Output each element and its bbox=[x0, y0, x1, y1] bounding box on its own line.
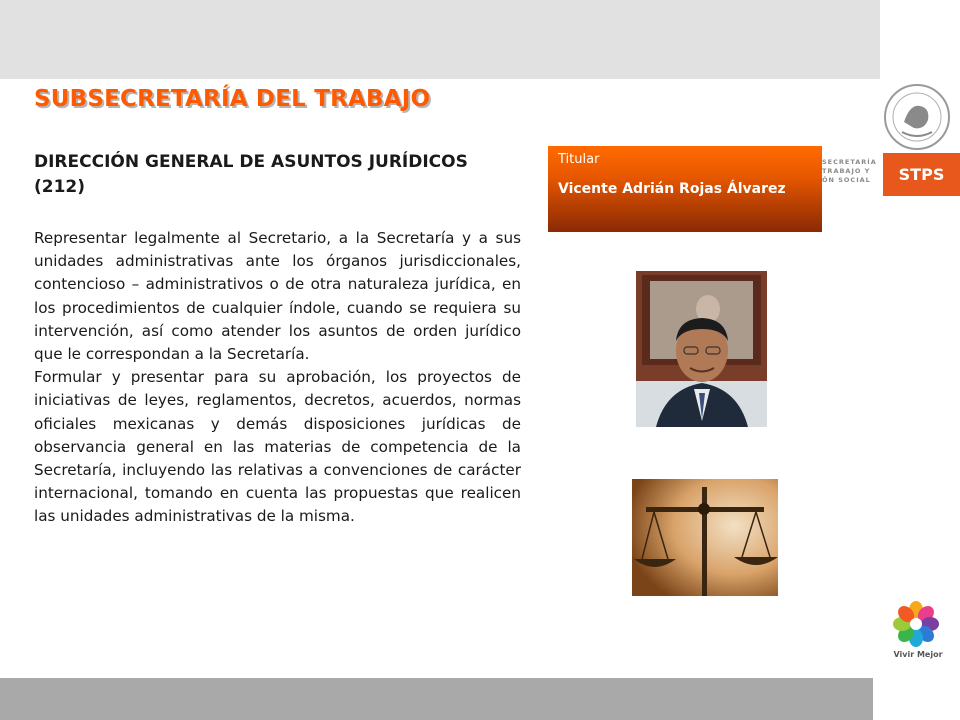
titular-photo bbox=[636, 271, 767, 427]
footer-band bbox=[0, 678, 873, 720]
vivir-mejor-label: Vivir Mejor bbox=[893, 650, 943, 659]
vivir-mejor-flower-icon bbox=[892, 600, 940, 648]
paragraph: Representar legalmente al Secretario, a la Secretaría y a sus unidades administrativas ante los órganos jurisdiccionales, contencioso – administrativos o de otra naturaleza jurídica, en los procedimientos de cualquier índole, cuando se requiera su intervención, así como atender los asuntos de orden jurídico que le correspondan a la Secretaría. bbox=[34, 229, 521, 364]
stps-logo: STPS bbox=[883, 153, 960, 196]
scales-of-justice-image bbox=[632, 479, 778, 596]
paragraph: Formular y presentar para su aprobación, los proyectos de iniciativas de leyes, reglamentos, decretos, acuerdos, normas oficiales mexicanas y demás disposiciones jurídicas de observancia general en las materias de competencia de la Secretaría, incluyendo las relativas a convenciones de carácter internacional, tomando en cuenta las propuestas que realicen las unidades administrativas de la misma. bbox=[34, 368, 521, 526]
mexican-coat-of-arms-icon bbox=[880, 82, 954, 152]
header-band bbox=[0, 0, 880, 79]
section-title: DIRECCIÓN GENERAL DE ASUNTOS JURÍDICOS (212) bbox=[34, 152, 468, 197]
section-body bbox=[34, 227, 521, 529]
page-title: SUBSECRETARÍA DEL TRABAJO bbox=[34, 86, 431, 112]
titular-card bbox=[548, 146, 822, 232]
titular-label: Titular bbox=[558, 152, 600, 167]
secretaria-wordmark: SECRETARÍA TRABAJO Y ÓN SOCIAL bbox=[822, 158, 877, 184]
titular-name: Vicente Adrián Rojas Álvarez bbox=[558, 181, 786, 197]
